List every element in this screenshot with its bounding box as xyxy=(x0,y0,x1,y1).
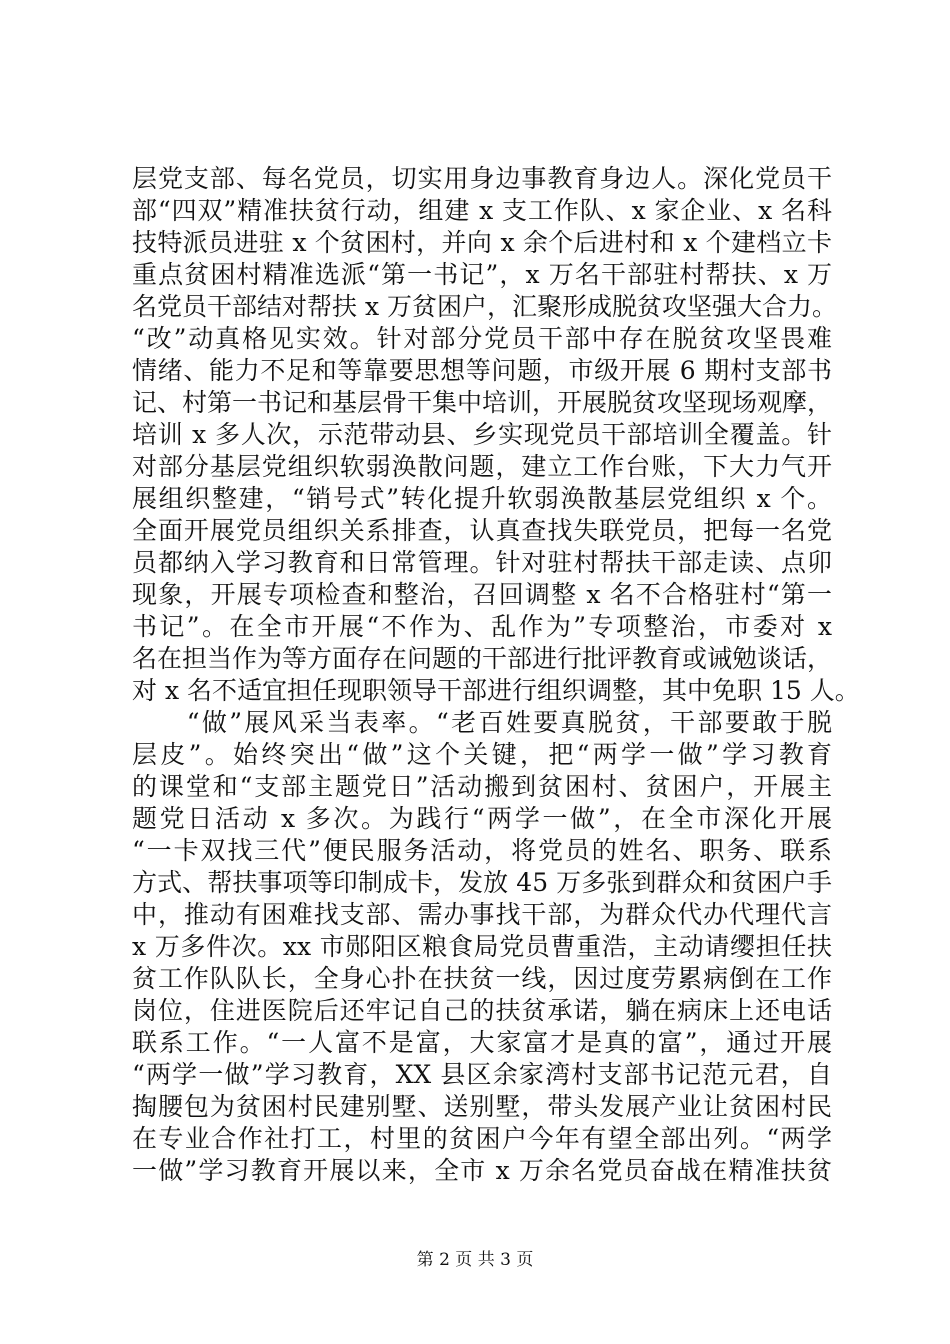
text-line: 情绪、能力不足和等靠要思想等问题，市级开展 6 期村支部书 xyxy=(132,356,832,385)
text-line: “一卡双找三代”便民服务活动，将党员的姓名、职务、联系 xyxy=(132,836,832,865)
text-line: 联系工作。“一人富不是富，大家富才是真的富”，通过开展 xyxy=(132,1028,832,1057)
text-line: 现象，开展专项检查和整治，召回调整 x 名不合格驻村“第一 xyxy=(132,580,832,609)
text-line: 书记”。在全市开展“不作为、乱作为”专项整治，市委对 x xyxy=(132,612,832,641)
text-line: 贫工作队队长，全身心扑在扶贫一线，因过度劳累病倒在工作 xyxy=(132,964,832,993)
text-line: 层皮”。始终突出“做”这个关键，把“两学一做”学习教育 xyxy=(132,740,832,769)
text-line: 名党员干部结对帮扶 x 万贫困户，汇聚形成脱贫攻坚强大合力。 xyxy=(132,292,837,321)
page-number-footer: 第 2 页 共 3 页 xyxy=(416,1250,534,1270)
text-line: “两学一做”学习教育，XX 县区余家湾村支部书记范元君，自 xyxy=(132,1060,832,1089)
text-line: 记、村第一书记和基层骨干集中培训，开展脱贫攻坚现场观摩， xyxy=(132,388,833,417)
text-line: 展组织整建，“销号式”转化提升软弱涣散基层党组织 x 个。 xyxy=(132,484,832,513)
text-line: 题党日活动 x 多次。为践行“两学一做”，在全市深化开展 xyxy=(132,804,832,833)
text-line: 培训 x 多人次，示范带动县、乡实现党员干部培训全覆盖。针 xyxy=(132,420,832,449)
text-line: 部“四双”精准扶贫行动，组建 x 支工作队、x 家企业、x 名科 xyxy=(132,196,832,225)
text-line: 重点贫困村精准选派“第一书记”，x 万名干部驻村帮扶、x 万 xyxy=(132,260,832,289)
text-line: 方式、帮扶事项等印制成卡，发放 45 万多张到群众和贫困户手 xyxy=(132,868,832,897)
text-line: 掏腰包为贫困村民建别墅、送别墅，带头发展产业让贫困村民 xyxy=(132,1092,832,1121)
text-line: 中，推动有困难找支部、需办事找干部，为群众代办代理代言 xyxy=(132,900,832,929)
text-line: 对 x 名不适宜担任现职领导干部进行组织调整，其中免职 15 人。 xyxy=(132,676,860,705)
text-line: 全面开展党员组织关系排查，认真查找失联党员，把每一名党 xyxy=(132,516,832,545)
text-line: “改”动真格见实效。针对部分党员干部中存在脱贫攻坚畏难 xyxy=(132,324,832,353)
text-line: 技特派员进驻 x 个贫困村，并向 x 余个后进村和 x 个建档立卡 xyxy=(132,228,832,257)
text-line: 的课堂和“支部主题党日”活动搬到贫困村、贫困户，开展主 xyxy=(132,772,832,801)
text-line: 在专业合作社打工，村里的贫困户今年有望全部出列。“两学 xyxy=(132,1124,832,1153)
text-line: 名在担当作为等方面存在问题的干部进行批评教育或诫勉谈话， xyxy=(132,644,833,673)
text-line: x 万多件次。xx 市郧阳区粮食局党员曹重浩，主动请缨担任扶 xyxy=(132,932,832,961)
text-line: 岗位，住进医院后还牢记自己的扶贫承诺，躺在病床上还电话 xyxy=(132,996,832,1025)
text-line: “做”展风采当表率。“老百姓要真脱贫，干部要敢于脱 xyxy=(132,708,832,737)
text-line: 一做”学习教育开展以来，全市 x 万余名党员奋战在精准扶贫 xyxy=(132,1156,832,1185)
document-body xyxy=(132,163,860,1187)
text-line: 层党支部、每名党员，切实用身边事教育身边人。深化党员干 xyxy=(132,164,832,193)
text-line: 对部分基层党组织软弱涣散问题，建立工作台账，下大力气开 xyxy=(132,452,832,481)
text-line: 员都纳入学习教育和日常管理。针对驻村帮扶干部走读、点卯 xyxy=(132,548,832,577)
